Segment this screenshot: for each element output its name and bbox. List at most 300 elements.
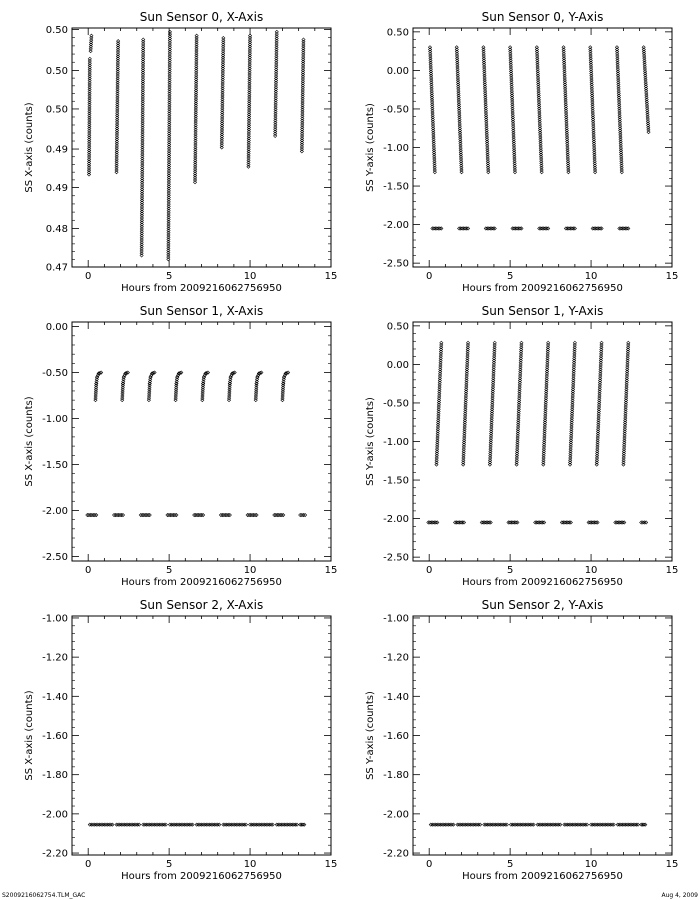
data-point <box>540 164 543 167</box>
plot-frame <box>413 28 672 267</box>
data-point <box>538 118 541 121</box>
data-point <box>457 85 460 88</box>
data-point <box>167 225 170 228</box>
data-point <box>485 122 488 125</box>
data-point <box>168 130 171 133</box>
data-point <box>88 134 91 137</box>
data-point <box>513 168 516 171</box>
data-point <box>194 163 197 166</box>
data-point <box>88 59 91 62</box>
data-point <box>167 251 170 254</box>
data-point <box>563 76 566 79</box>
data-point <box>429 54 432 57</box>
data-point <box>510 72 513 75</box>
data-point <box>194 152 197 155</box>
data-point <box>248 80 251 83</box>
data-point <box>484 109 487 112</box>
data-point <box>88 62 91 65</box>
data-point <box>247 121 250 124</box>
data-point <box>274 86 277 89</box>
data-point <box>275 70 278 73</box>
data-point <box>274 81 277 84</box>
data-point <box>512 122 515 125</box>
data-point <box>482 46 485 49</box>
data-point <box>194 124 197 127</box>
data-point <box>221 65 224 68</box>
x-tick-label: 10 <box>243 565 257 576</box>
data-point <box>88 147 91 150</box>
data-point <box>617 83 620 86</box>
data-point <box>115 166 118 169</box>
chart-panel <box>24 598 337 882</box>
data-dash <box>480 521 492 524</box>
data-point <box>460 171 463 174</box>
data-point <box>616 59 619 62</box>
data-point <box>141 139 144 142</box>
data-point <box>248 73 251 76</box>
data-point <box>248 111 251 114</box>
data-point <box>168 147 171 150</box>
data-point <box>194 108 197 111</box>
data-point <box>274 128 277 131</box>
data-point <box>248 106 251 109</box>
data-point <box>300 143 303 146</box>
data-point <box>116 88 119 91</box>
data-point <box>247 139 250 142</box>
data-series-segment <box>509 46 517 174</box>
data-point <box>539 155 542 158</box>
data-point <box>221 96 224 99</box>
data-point <box>247 146 250 149</box>
data-point <box>141 144 144 147</box>
data-point <box>194 84 197 87</box>
data-point <box>141 161 144 164</box>
data-point <box>566 144 569 147</box>
data-point <box>142 51 145 54</box>
data-point <box>536 65 539 68</box>
data-point <box>510 76 513 79</box>
data-point <box>167 207 170 210</box>
data-point <box>168 108 171 111</box>
data-point <box>141 126 144 129</box>
data-point <box>430 76 433 79</box>
data-point <box>168 83 171 86</box>
data-point <box>482 57 485 60</box>
data-point <box>116 114 119 117</box>
data-point <box>167 169 170 172</box>
data-point <box>168 68 171 71</box>
data-point <box>116 74 119 77</box>
data-series-segment <box>167 30 172 261</box>
y-tick-label: -2.50 <box>383 552 409 564</box>
data-point <box>168 112 171 115</box>
data-point <box>87 162 90 165</box>
data-point <box>275 63 278 66</box>
data-point <box>247 135 250 138</box>
y-tick-label: -2.00 <box>383 514 409 526</box>
data-point <box>193 176 196 179</box>
data-point <box>589 50 592 53</box>
data-point <box>618 118 621 121</box>
data-point <box>512 133 515 136</box>
data-point <box>429 61 432 64</box>
data-point <box>274 79 277 82</box>
data-point <box>538 120 541 123</box>
data-point <box>456 61 459 64</box>
data-point <box>431 116 434 119</box>
data-point <box>486 153 489 156</box>
data-series-segment <box>201 371 210 402</box>
chart-panel <box>365 10 678 294</box>
data-point <box>430 87 433 90</box>
x-tick-label: 0 <box>426 859 433 870</box>
data-point <box>221 56 224 59</box>
data-point <box>301 108 304 111</box>
data-point <box>141 100 144 103</box>
data-point <box>619 131 622 134</box>
data-point <box>620 160 623 163</box>
data-point <box>248 47 251 50</box>
data-point <box>167 211 170 214</box>
data-point <box>194 137 197 140</box>
data-point <box>509 48 512 51</box>
data-point <box>116 79 119 82</box>
data-series-segment <box>568 341 576 466</box>
data-point <box>168 90 171 93</box>
data-point <box>167 167 170 170</box>
data-point <box>221 69 224 72</box>
data-point <box>430 92 433 95</box>
data-point <box>513 160 516 163</box>
data-point <box>168 92 171 95</box>
data-point <box>428 46 431 49</box>
data-point <box>168 105 171 108</box>
plot-frame <box>413 616 672 855</box>
data-point <box>275 52 278 55</box>
data-point <box>194 100 197 103</box>
data-point <box>248 108 251 111</box>
data-point <box>275 35 278 38</box>
data-point <box>88 145 91 148</box>
data-point <box>221 98 224 101</box>
data-point <box>115 142 118 145</box>
data-point <box>593 151 596 154</box>
data-point <box>194 95 197 98</box>
data-point <box>619 138 622 141</box>
data-point <box>221 102 224 105</box>
data-point <box>618 111 621 114</box>
data-dash <box>166 513 178 516</box>
data-point <box>486 144 489 147</box>
data-series-segment <box>274 30 279 137</box>
data-dash <box>458 227 470 230</box>
plot-frame <box>72 322 331 561</box>
data-point <box>141 113 144 116</box>
data-point <box>483 83 486 86</box>
y-axis-label: SS X-axis (counts) <box>24 690 35 781</box>
data-point <box>513 166 516 169</box>
data-point <box>195 56 198 59</box>
data-point <box>247 152 250 155</box>
data-point <box>167 196 170 199</box>
data-point <box>87 166 90 169</box>
data-point <box>485 140 488 143</box>
data-point <box>513 155 516 158</box>
data-point <box>430 81 433 84</box>
data-point <box>115 155 118 158</box>
data-point <box>167 242 170 245</box>
data-point <box>168 41 171 44</box>
data-point <box>300 141 303 144</box>
data-point <box>565 127 568 130</box>
data-point <box>484 92 487 95</box>
data-point <box>456 72 459 75</box>
data-point <box>168 123 171 126</box>
data-point <box>537 85 540 88</box>
data-point <box>115 149 118 152</box>
data-point <box>87 169 90 172</box>
data-dash <box>536 823 562 826</box>
data-point <box>195 54 198 57</box>
data-point <box>485 129 488 132</box>
data-point <box>247 148 250 151</box>
y-tick-label: -0.50 <box>383 398 409 410</box>
data-point <box>486 155 489 158</box>
data-point <box>565 120 568 123</box>
data-dash <box>273 513 285 516</box>
data-series-segment <box>254 371 263 402</box>
data-point <box>301 77 304 80</box>
data-point <box>590 92 593 95</box>
data-point <box>484 100 487 103</box>
data-point <box>459 146 462 149</box>
data-point <box>140 232 143 235</box>
data-point <box>301 73 304 76</box>
data-point <box>510 81 513 84</box>
data-point <box>459 136 462 139</box>
data-point <box>459 144 462 147</box>
data-point <box>141 82 144 85</box>
data-point <box>564 98 567 101</box>
data-point <box>593 157 596 160</box>
data-point <box>194 167 197 170</box>
data-point <box>431 107 434 110</box>
data-point <box>141 164 144 167</box>
data-point <box>301 95 304 98</box>
data-point <box>300 148 303 151</box>
data-point <box>274 121 277 124</box>
data-point <box>485 131 488 134</box>
data-point <box>615 46 618 49</box>
data-point <box>562 54 565 57</box>
data-point <box>512 131 515 134</box>
data-point <box>88 114 91 117</box>
data-point <box>274 83 277 86</box>
chart-title: Sun Sensor 2, Y-Axis <box>481 598 604 612</box>
data-point <box>590 74 593 77</box>
data-point <box>141 133 144 136</box>
data-point <box>512 144 515 147</box>
data-point <box>274 77 277 80</box>
x-tick-label: 5 <box>506 859 514 870</box>
data-point <box>565 125 568 128</box>
data-point <box>194 130 197 133</box>
data-point <box>564 87 567 90</box>
data-point <box>88 68 91 71</box>
y-tick-label: -2.20 <box>383 848 409 860</box>
data-point <box>433 168 436 171</box>
data-point <box>483 87 486 90</box>
data-point <box>486 149 489 152</box>
data-point <box>433 162 436 165</box>
data-point <box>510 92 513 95</box>
data-point <box>167 165 170 168</box>
data-point <box>115 131 118 134</box>
data-point <box>513 153 516 156</box>
x-tick-label: 5 <box>165 565 173 576</box>
data-point <box>513 164 516 167</box>
data-point <box>222 45 225 48</box>
data-point <box>302 56 305 59</box>
data-point <box>589 46 592 49</box>
y-tick-label: 0.50 <box>386 27 409 39</box>
data-point <box>539 136 542 139</box>
data-point <box>221 82 224 85</box>
data-point <box>167 202 170 205</box>
data-point <box>168 136 171 139</box>
data-point <box>248 41 251 44</box>
data-point <box>220 135 223 138</box>
data-point <box>116 92 119 95</box>
data-point <box>563 70 566 73</box>
data-point <box>459 149 462 152</box>
data-point <box>140 214 143 217</box>
data-point <box>274 101 277 104</box>
data-point <box>619 133 622 136</box>
data-dash <box>591 227 603 230</box>
data-dash <box>168 823 194 826</box>
x-tick-label: 15 <box>665 859 679 870</box>
data-point <box>168 116 171 119</box>
data-point <box>460 168 463 171</box>
data-point <box>275 46 278 49</box>
x-tick-label: 10 <box>584 271 598 282</box>
data-point <box>593 166 596 169</box>
data-point <box>590 79 593 82</box>
data-series-segment <box>462 341 470 466</box>
data-point <box>195 52 198 55</box>
data-point <box>116 90 119 93</box>
data-point <box>536 57 539 60</box>
data-point <box>592 144 595 147</box>
data-point <box>115 164 118 167</box>
data-point <box>509 57 512 60</box>
data-point <box>167 161 170 164</box>
data-point <box>431 109 434 112</box>
data-point <box>141 60 144 63</box>
y-axis-label: SS X-axis (counts) <box>24 396 35 487</box>
data-point <box>482 48 485 51</box>
data-point <box>275 30 278 33</box>
data-point <box>116 57 119 60</box>
data-point <box>301 93 304 96</box>
data-point <box>167 220 170 223</box>
data-point <box>141 69 144 72</box>
data-point <box>116 105 119 108</box>
data-point <box>511 114 514 117</box>
data-point <box>616 72 619 75</box>
data-point <box>116 72 119 75</box>
data-point <box>511 109 514 112</box>
data-point <box>221 100 224 103</box>
data-dash <box>193 513 205 516</box>
y-tick-label: -1.00 <box>42 613 68 625</box>
data-point <box>274 134 277 137</box>
data-point <box>537 103 540 106</box>
data-point <box>591 94 594 97</box>
data-point <box>535 48 538 51</box>
data-point <box>221 58 224 61</box>
data-point <box>483 85 486 88</box>
data-dash <box>139 513 151 516</box>
data-point <box>615 48 618 51</box>
data-point <box>616 74 619 77</box>
data-point <box>248 97 251 100</box>
data-point <box>221 89 224 92</box>
data-dash <box>219 513 231 516</box>
data-point <box>247 165 250 168</box>
x-axis-label: Hours from 2009216062756950 <box>462 871 623 882</box>
data-point <box>141 128 144 131</box>
data-point <box>167 253 170 256</box>
data-point <box>567 171 570 174</box>
data-point <box>589 59 592 62</box>
data-point <box>619 149 622 152</box>
data-point <box>141 64 144 67</box>
data-point <box>116 109 119 112</box>
data-series-segment <box>622 341 630 466</box>
y-tick-label: -2.00 <box>42 505 68 517</box>
data-point <box>274 75 277 78</box>
data-point <box>617 89 620 92</box>
data-point <box>140 225 143 228</box>
data-point <box>592 136 595 139</box>
data-point <box>455 46 458 49</box>
data-point <box>616 65 619 68</box>
data-point <box>593 153 596 156</box>
data-point <box>301 88 304 91</box>
data-dash <box>427 521 439 524</box>
data-point <box>141 177 144 180</box>
data-point <box>563 63 566 66</box>
data-point <box>141 175 144 178</box>
data-point <box>459 142 462 145</box>
data-point <box>618 107 621 110</box>
data-point <box>247 137 250 140</box>
data-point <box>248 56 251 59</box>
data-point <box>483 72 486 75</box>
data-point <box>485 118 488 121</box>
data-point <box>275 68 278 71</box>
data-point <box>538 111 541 114</box>
data-point <box>456 57 459 60</box>
data-point <box>195 45 198 48</box>
data-point <box>248 52 251 55</box>
data-series-segment <box>121 371 130 402</box>
data-point <box>142 38 145 41</box>
data-point <box>140 216 143 219</box>
data-series-segment <box>300 38 305 153</box>
